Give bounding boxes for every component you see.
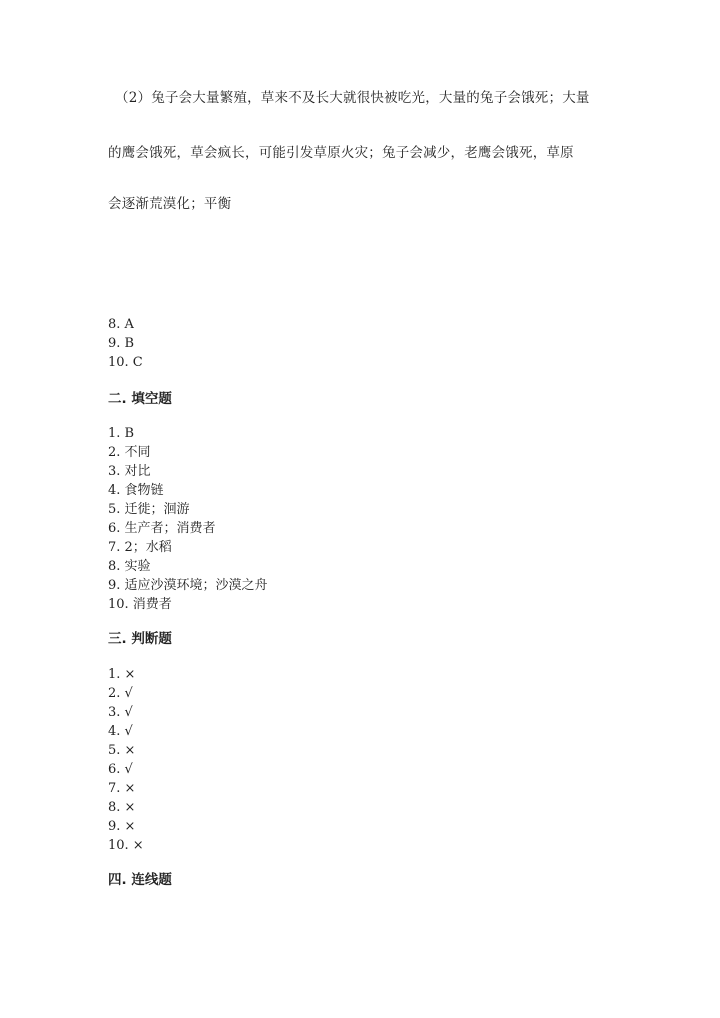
section-title-true-false: 三. 判断题 [108, 631, 172, 647]
list-item: 7. 2；水稻 [108, 540, 172, 555]
list-item: 6. √ [108, 762, 133, 777]
list-item: 2. √ [108, 686, 133, 701]
list-item: 9. B [108, 336, 135, 351]
fill-blank-answer-list [108, 424, 268, 614]
list-item: 5. × [108, 743, 136, 758]
list-item: 4. 食物链 [108, 483, 164, 498]
list-item: 10. C [108, 355, 143, 370]
list-item: 3. 对比 [108, 464, 151, 479]
list-item: 7. × [108, 781, 136, 796]
list-item: 6. 生产者；消费者 [108, 521, 216, 536]
list-item: 8. 实验 [108, 559, 151, 574]
list-item: 10. × [108, 838, 144, 853]
answer-paragraph-line-3: 会逐渐荒漠化；平衡 [108, 196, 232, 212]
list-item: 1. × [108, 667, 136, 682]
list-item: 10. 消费者 [108, 597, 172, 612]
section-title-matching: 四. 连线题 [108, 872, 172, 888]
choice-answer-list [108, 315, 143, 372]
list-item: 8. × [108, 800, 136, 815]
list-item: 3. √ [108, 705, 133, 720]
list-item: 4. √ [108, 724, 133, 739]
list-item: 2. 不同 [108, 445, 151, 460]
answer-paragraph-line-1: （2）兔子会大量繁殖，草来不及长大就很快被吃光，大量的兔子会饿死；大量 [115, 90, 590, 106]
list-item: 1. B [108, 426, 135, 441]
answer-paragraph-line-2: 的鹰会饿死，草会疯长，可能引发草原火灾；兔子会减少，老鹰会饿死，草原 [108, 145, 574, 161]
list-item: 9. 适应沙漠环境；沙漠之舟 [108, 578, 268, 593]
list-item: 8. A [108, 317, 134, 332]
list-item: 5. 迁徙；洄游 [108, 502, 190, 517]
section-title-fill-blank: 二. 填空题 [108, 391, 172, 407]
true-false-answer-list [108, 665, 144, 855]
list-item: 9. × [108, 819, 136, 834]
